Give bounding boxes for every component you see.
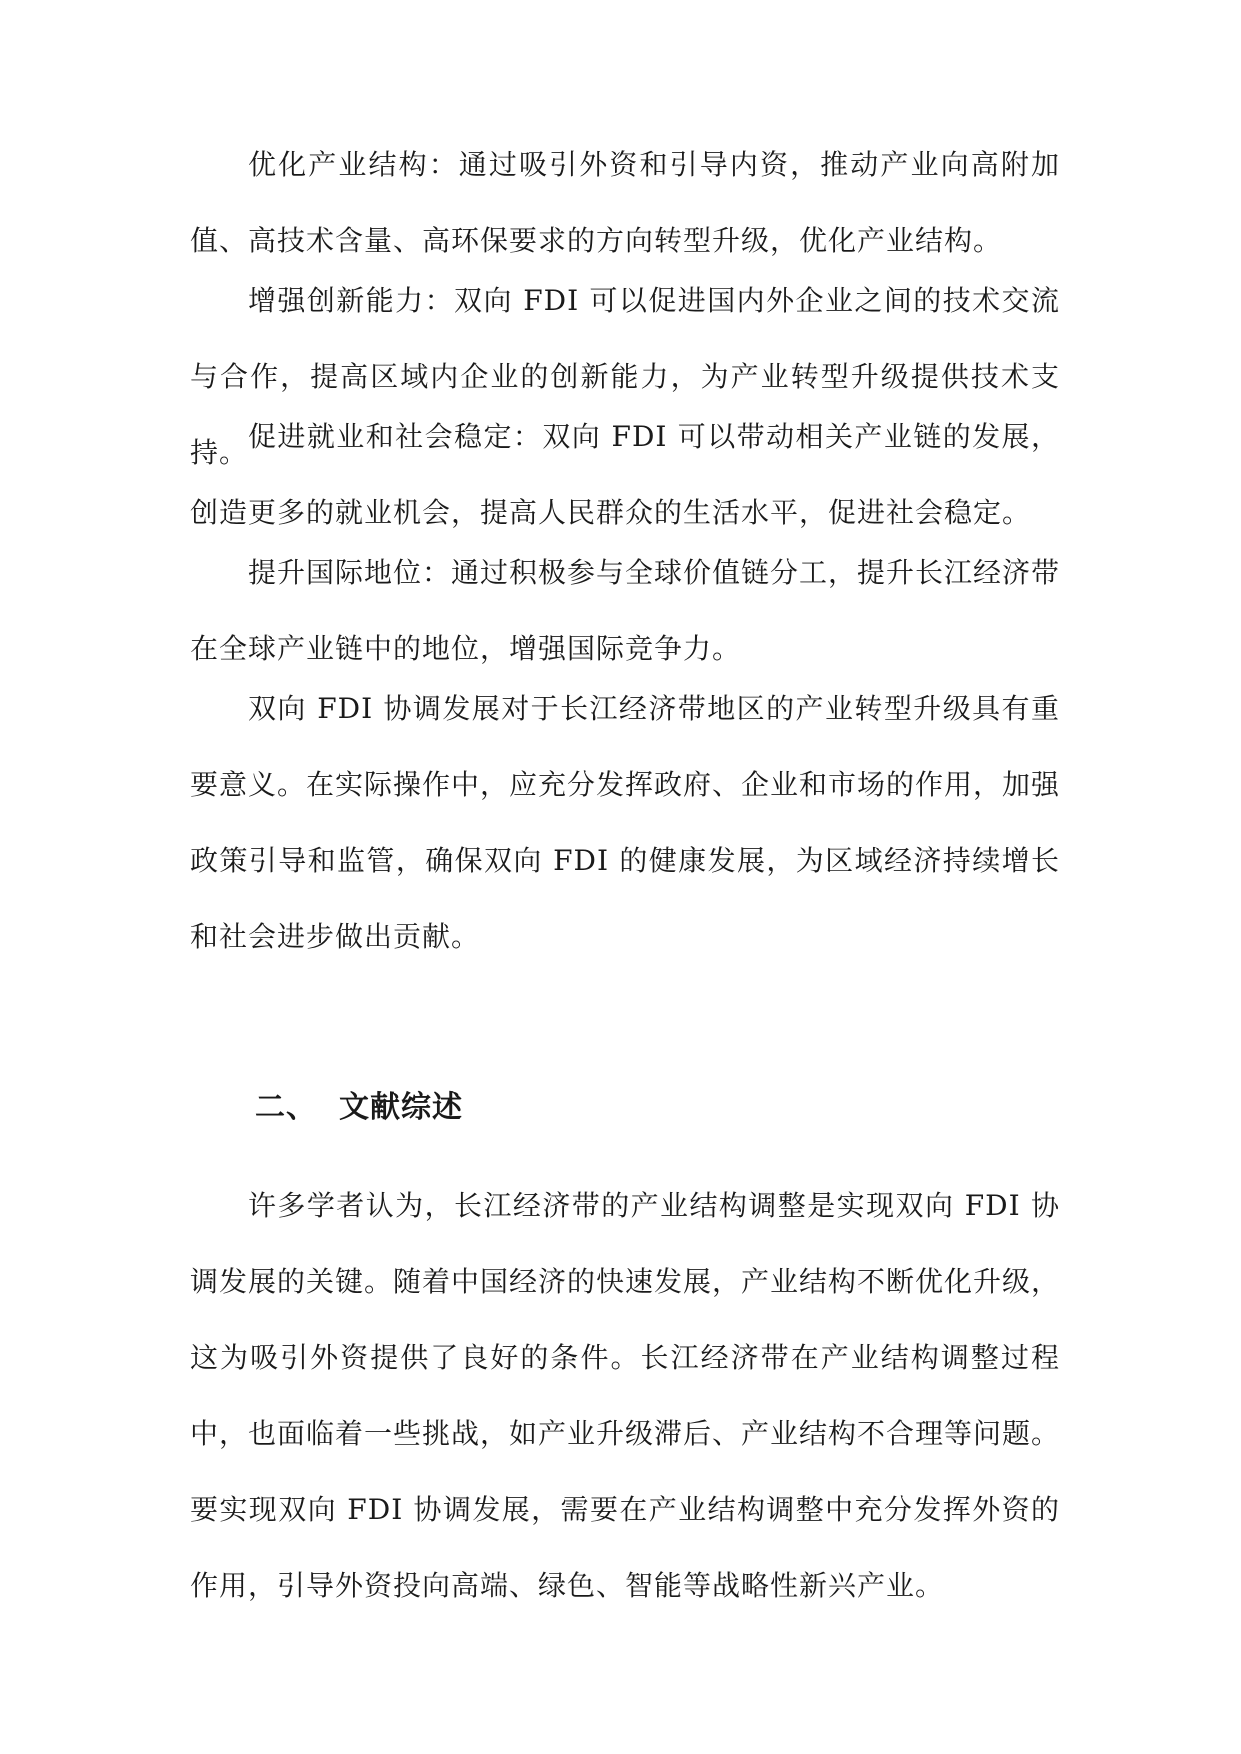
- section-number: 二、: [255, 1090, 317, 1125]
- paragraph-innovation: 增强创新能力：双向 FDI 可以促进国内外企业之间的技术交流与合作，提高区域内企业的创新能力，为产业转型升级提供技术支持。: [190, 284, 1060, 469]
- paragraph-literature-review: 许多学者认为，长江经济带的产业结构调整是实现双向 FDI 协调发展的关键。随着中国经济的快速发展，产业结构不断优化升级，这为吸引外资提供了良好的条件。长江经济带在产业结构调整过程中，也面临着一些挑战，如产业升级滞后、产业结构不合理等问题。要实现双向 FDI 协调发展，需要在产业结构调整中充分发挥外资的作用，引导外资投向高端、绿色、智能等战略性新兴产业。: [190, 1189, 1061, 1602]
- paragraph-conclusion: 双向 FDI 协调发展对于长江经济带地区的产业转型升级具有重要意义。在实际操作中，应充分发挥政府、企业和市场的作用，加强政策引导和监管，确保双向 FDI 的健康发展，为区域经济持续增长和社会进步做出贡献。: [190, 692, 1061, 953]
- paragraph-international-status: 提升国际地位：通过积极参与全球价值链分工，提升长江经济带在全球产业链中的地位，增强国际竞争力。: [190, 556, 1061, 665]
- section-title: 文献综述: [339, 1090, 463, 1125]
- section-heading: [255, 1088, 463, 1128]
- paragraph-optimize-structure: 优化产业结构：通过吸引外资和引导内资，推动产业向高附加值、高技术含量、高环保要求的方向转型升级，优化产业结构。: [190, 148, 1060, 257]
- paragraph-employment: 促进就业和社会稳定：双向 FDI 可以带动相关产业链的发展，创造更多的就业机会，提高人民群众的生活水平，促进社会稳定。: [190, 420, 1060, 529]
